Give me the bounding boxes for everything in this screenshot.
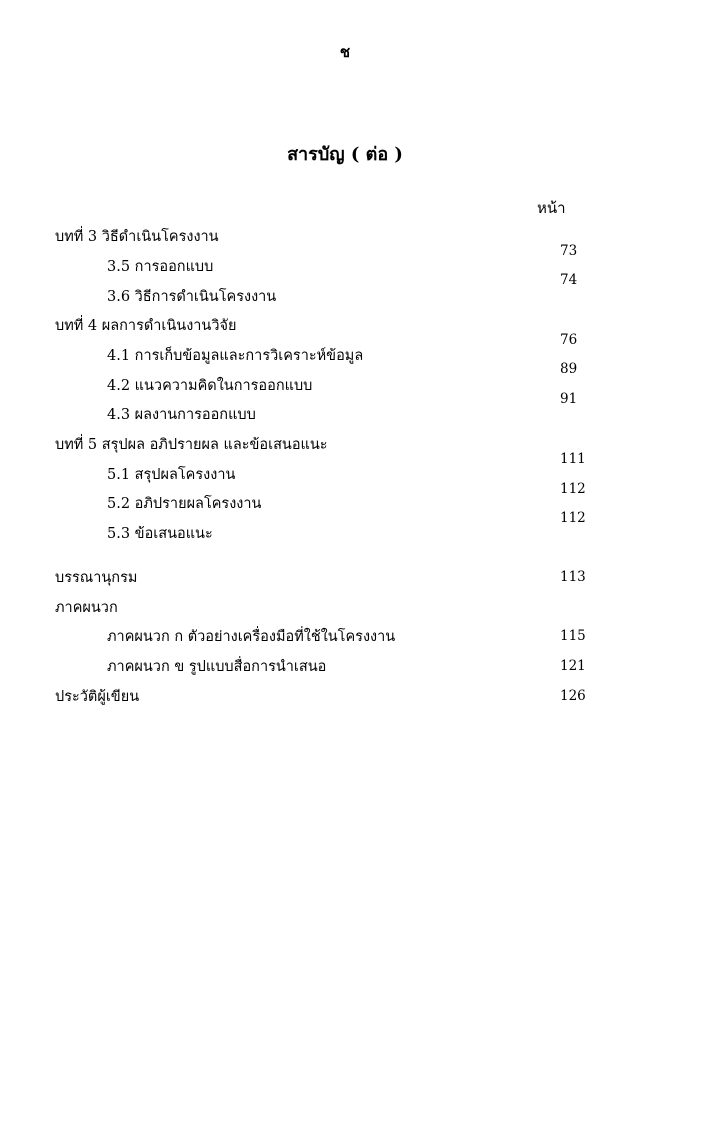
toc-entry-5-3: 5.3 ข้อเสนอแนะ [107, 526, 213, 542]
toc-entry-5-1: 5.1 สรุปผลโครงงาน [107, 467, 236, 483]
toc-entry-appendix-a: ภาคผนวก ก ตัวอย่างเครื่องมือที่ใช้ในโครงงาน [107, 629, 396, 645]
toc-page-appendix-a: 115 [560, 628, 586, 644]
toc-page-author-bio: 126 [560, 688, 586, 704]
toc-entry-5-2: 5.2 อภิปรายผลโครงงาน [107, 496, 262, 512]
toc-entry-author-bio: ประวัติผู้เขียน [55, 689, 140, 705]
toc-entry-bibliography: บรรณานุกรม [55, 570, 138, 586]
toc-entry-chapter-4: บทที่ 4 ผลการดำเนินงานวิจัย [55, 318, 237, 334]
toc-entry-3-5: 3.5 การออกแบบ [107, 259, 214, 275]
toc-page-5-1: 111 [560, 451, 586, 467]
toc-entry-4-3: 4.3 ผลงานการออกแบบ [107, 407, 256, 423]
toc-page-4-3: 91 [560, 391, 578, 407]
toc-page-4-2: 89 [560, 361, 578, 377]
toc-page-appendix-b: 121 [560, 658, 586, 674]
toc-page-3-5: 73 [560, 243, 578, 259]
toc-page-4-1: 76 [560, 332, 578, 348]
toc-entry-chapter-3: บทที่ 3 วิธีดำเนินโครงงาน [55, 229, 219, 245]
toc-page-3-6: 74 [560, 272, 578, 288]
toc-entry-4-2: 4.2 แนวความคิดในการออกแบบ [107, 378, 313, 394]
toc-entry-appendix-b: ภาคผนวก ข รูปแบบสื่อการนำเสนอ [107, 659, 327, 675]
toc-title: สารบัญ ( ต่อ ) [287, 144, 403, 165]
toc-entry-4-1: 4.1 การเก็บข้อมูลและการวิเคราะห์ข้อมูล [107, 348, 364, 364]
page-column-label: หน้า [537, 199, 566, 217]
toc-page-5-3: 112 [560, 510, 586, 526]
page-number: ช [339, 43, 351, 61]
toc-entry-chapter-5: บทที่ 5 สรุปผล อภิปรายผล และข้อเสนอแนะ [55, 437, 328, 453]
toc-entry-3-6: 3.6 วิธีการดำเนินโครงงาน [107, 289, 277, 305]
toc-page-5-2: 112 [560, 481, 586, 497]
toc-page-bibliography: 113 [560, 569, 586, 585]
toc-entry-appendix: ภาคผนวก [55, 600, 118, 616]
